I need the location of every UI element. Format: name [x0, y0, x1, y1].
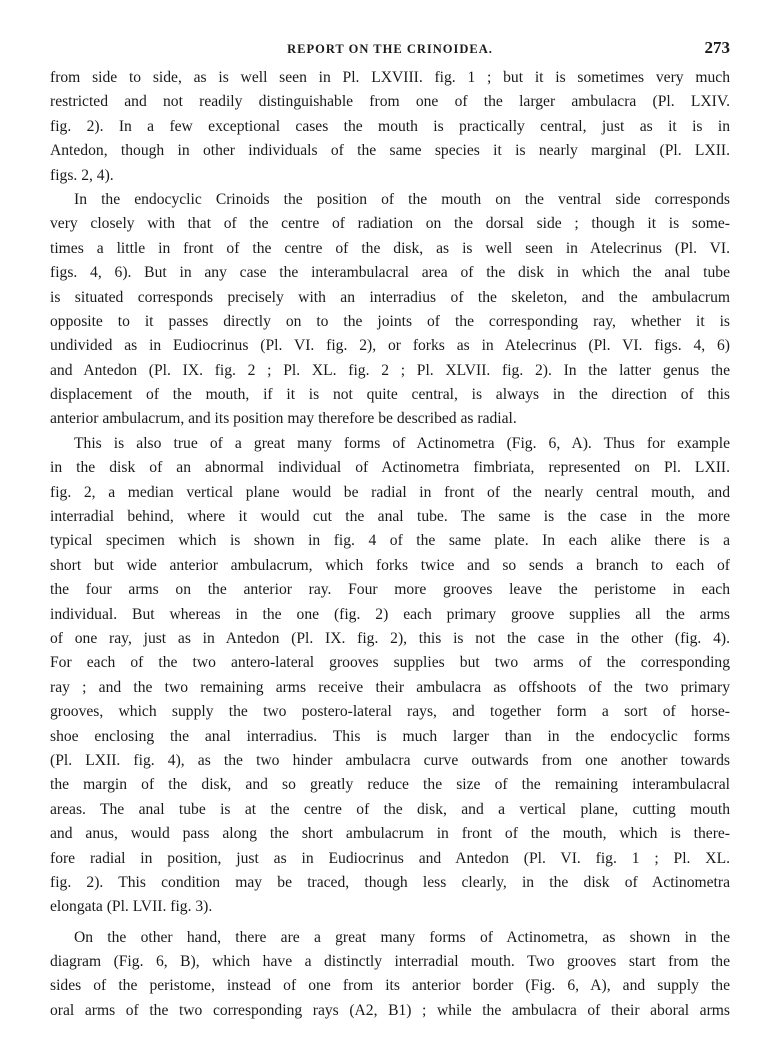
text-line: the margin of the disk, and so greatly reduce the size of the remaining interambulacral	[50, 776, 730, 794]
page	[50, 36, 730, 1023]
paragraph	[50, 66, 730, 188]
text-line: opposite to it passes directly on to the joints of the corresponding ray, whether it is	[50, 312, 730, 330]
text-line: short but wide anterior ambulacrum, which forks twice and so sends a branch to each of	[50, 556, 730, 574]
text-line: undivided as in Eudiocrinus (Pl. VI. fig. 2), or forks as in Atelecrinus (Pl. VI. figs. 4, 6)	[50, 337, 730, 355]
text-line: is situated corresponds precisely with an interradius of the skeleton, and the ambulacrum	[50, 288, 730, 306]
text-line: fig. 2, a median vertical plane would be radial in front of the nearly central mouth, and	[50, 483, 730, 501]
running-title: REPORT ON THE CRINOIDEA.	[287, 42, 493, 56]
text-line: oral arms of the two corresponding rays (A2, B1) ; while the ambulacra of their aboral arms	[50, 1001, 730, 1019]
text-line: grooves, which supply the two postero-lateral rays, and together form a sort of horse-	[50, 703, 730, 721]
text-line: very closely with that of the centre of radiation on the dorsal side ; though it is some-	[50, 215, 730, 233]
paragraph	[50, 926, 730, 1024]
text-line: from side to side, as is well seen in Pl. LXVIII. fig. 1 ; but it is sometimes very much	[50, 69, 730, 86]
text-line: In the endocyclic Crinoids the position of the mouth on the ventral side corresponds	[74, 190, 730, 208]
text-line: ray ; and the two remaining arms receive their ambulacra as offshoots of the two primary	[50, 678, 730, 696]
text-line: fore radial in position, just as in Eudiocrinus and Antedon (Pl. VI. fig. 1 ; Pl. XL.	[50, 849, 730, 867]
text-line: diagram (Fig. 6, B), which have a distinctly interradial mouth. Two grooves start from the	[50, 953, 730, 971]
text-line: (Pl. LXII. fig. 4), as the two hinder ambulacra curve outwards from one another towards	[50, 751, 730, 769]
text-line: fig. 2). In a few exceptional cases the mouth is practically central, just as it is in	[50, 117, 730, 135]
text-line: fig. 2). This condition may be traced, though less clearly, in the disk of Actinometra	[50, 873, 730, 891]
text-line: On the other hand, there are a great many forms of Actinometra, as shown in the	[74, 928, 730, 946]
text-line: typical specimen which is shown in fig. 4 of the same plate. In each alike there is a	[50, 532, 730, 550]
text-line: and Antedon (Pl. IX. fig. 2 ; Pl. XL. fig. 2 ; Pl. XLVII. fig. 2). In the latter genus the	[50, 361, 730, 379]
text-line: anterior ambulacrum, and its position may therefore be described as radial.	[50, 410, 517, 428]
text-line: in the disk of an abnormal individual of Actinometra fimbriata, represented on Pl. LXII.	[50, 459, 730, 477]
text-line: restricted and not readily distinguishable from one of the larger ambulacra (Pl. LXIV.	[50, 93, 730, 111]
paragraph	[50, 432, 730, 920]
text-line: times a little in front of the centre of the disk, as is well seen in Atelecrinus (Pl. VI.	[50, 239, 730, 257]
page-header	[50, 36, 730, 66]
paragraph	[50, 188, 730, 432]
text-line: figs. 2, 4).	[50, 166, 114, 184]
text-line: areas. The anal tube is at the centre of the disk, and a vertical plane, cutting mouth	[50, 800, 730, 818]
page-number: 273	[704, 38, 730, 57]
text-line: This is also true of a great many forms of Actinometra (Fig. 6, A). Thus for example	[74, 434, 730, 452]
text-line: of one ray, just as in Antedon (Pl. IX. fig. 2), this is not the case in the other (fig. 4).	[50, 629, 730, 647]
text-line: displacement of the mouth, if it is not quite central, is always in the direction of this	[50, 386, 730, 404]
text-line: shoe enclosing the anal interradius. This is much larger than in the endocyclic forms	[50, 727, 730, 745]
text-line: the four arms on the anterior ray. Four more grooves leave the peristome in each	[50, 581, 730, 599]
text-line: elongata (Pl. LVII. fig. 3).	[50, 898, 213, 916]
text-line: For each of the two antero-lateral grooves supplies but two arms of the corresponding	[50, 654, 730, 672]
text-line: figs. 4, 6). But in any case the interambulacral area of the disk in which the anal tube	[50, 264, 730, 282]
text-line: Antedon, though in other individuals of the same species it is nearly marginal (Pl. LXII.	[50, 142, 730, 160]
text-line: sides of the peristome, instead of one from its anterior border (Fig. 6, A), and supply the	[50, 977, 730, 995]
text-line: interradial behind, where it would cut the anal tube. The same is the case in the more	[50, 508, 730, 526]
text-line: and anus, would pass along the short ambulacrum in front of the mouth, which is there-	[50, 825, 730, 843]
text-line: individual. But whereas in the one (fig. 2) each primary groove supplies all the arms	[50, 605, 730, 623]
